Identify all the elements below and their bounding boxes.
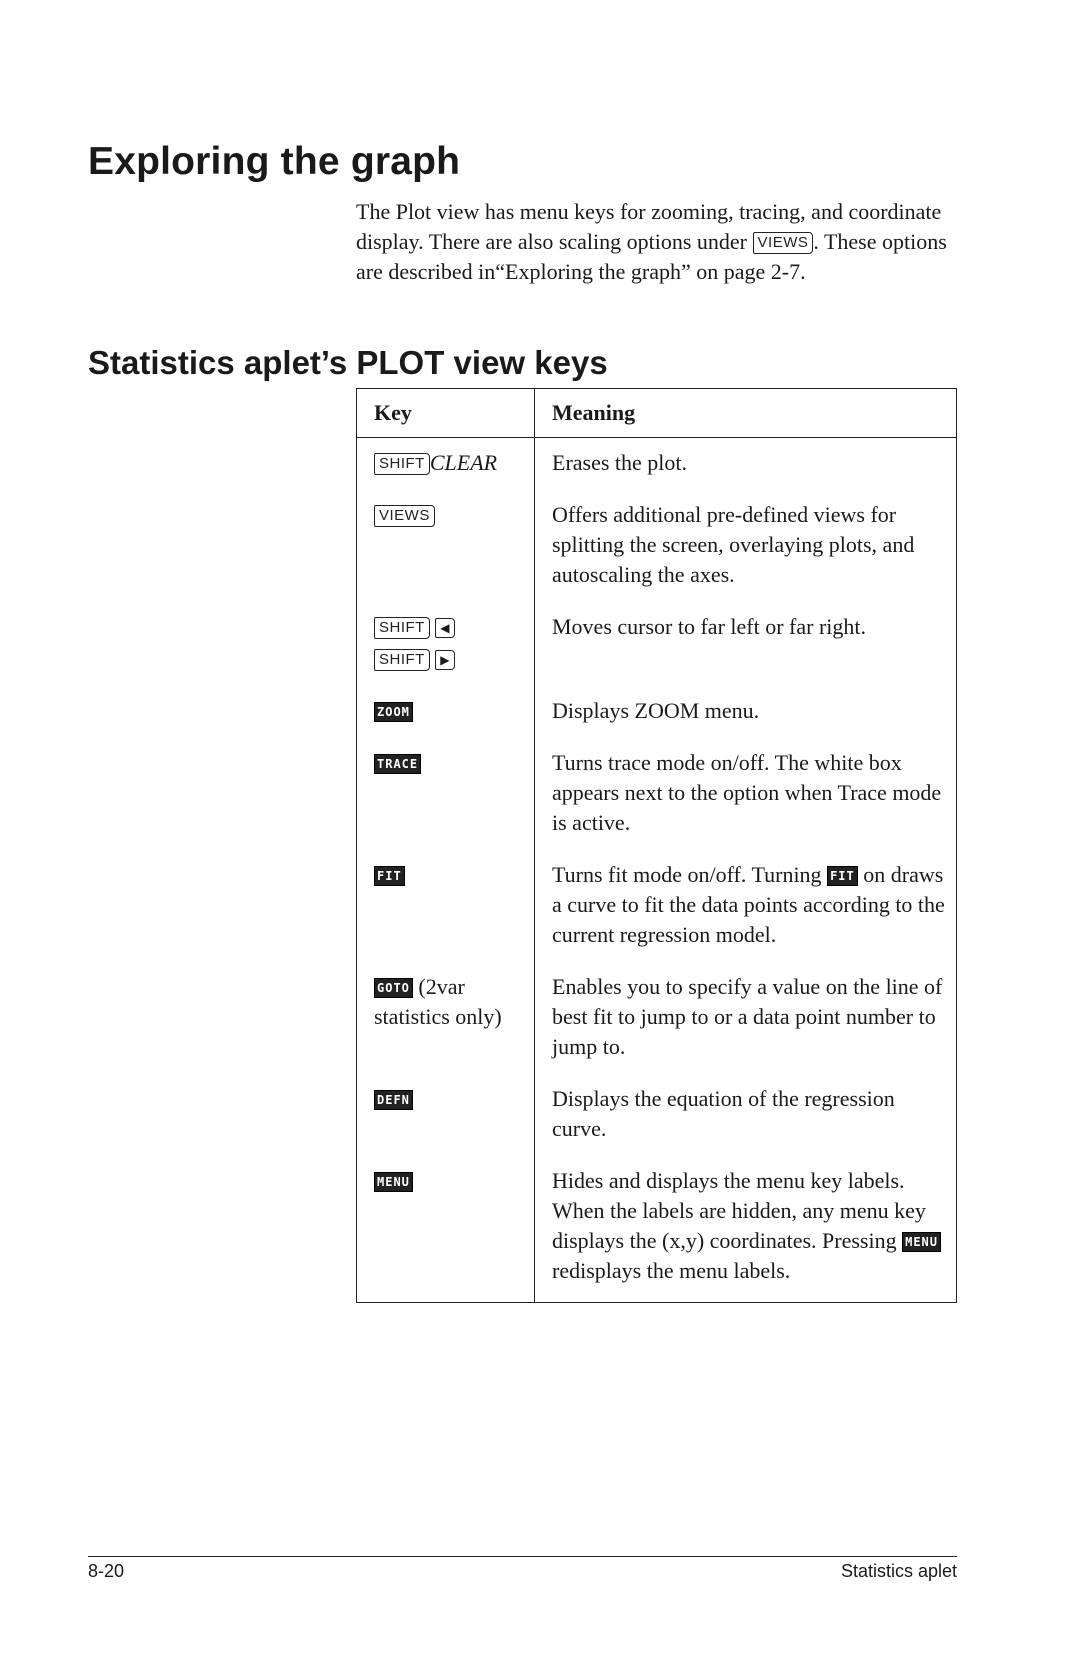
menu-softkey: MENU: [374, 1172, 413, 1192]
menu-text-b: redisplays the menu labels.: [552, 1258, 791, 1283]
page-number: 8-20: [88, 1561, 125, 1581]
table-row: [357, 490, 957, 602]
intro-text-b: . These options are described in“Exploring the graph” on page 2-7.: [356, 229, 947, 284]
shift-key: SHIFT: [374, 453, 430, 475]
key-cell: [357, 850, 535, 962]
shift-right-combo: [374, 644, 524, 674]
key-cell: [357, 738, 535, 850]
footer-divider: [88, 1556, 957, 1557]
zoom-softkey: ZOOM: [374, 702, 413, 722]
plot-keys-table: [356, 388, 957, 1303]
table-row: [357, 686, 957, 738]
fit-softkey: FIT: [374, 866, 405, 886]
intro-paragraph: [356, 197, 956, 287]
right-arrow-icon: ▶: [435, 650, 455, 670]
header-key: Key: [357, 389, 535, 438]
table-row: [357, 1156, 957, 1303]
meaning-cell: [535, 850, 957, 962]
meaning-cell: Enables you to specify a value on the line of best fit to jump to or a data point number to jump to.: [535, 962, 957, 1074]
shift-key: SHIFT: [374, 617, 430, 639]
intro-text-a: The Plot view has menu keys for zooming, tracing, and coordinate display. There are also scaling options under: [356, 199, 942, 254]
left-arrow-icon: ◀: [435, 618, 455, 638]
key-cell: [357, 490, 535, 602]
meaning-cell: Turns trace mode on/off. The white box appears next to the option when Trace mode is active.: [535, 738, 957, 850]
views-key: VIEWS: [753, 232, 814, 254]
chapter-title: Statistics aplet: [840, 1561, 957, 1581]
table-row: [357, 850, 957, 962]
key-cell: [357, 686, 535, 738]
meaning-cell: Displays the equation of the regression curve.: [535, 1074, 957, 1156]
table-row: [357, 738, 957, 850]
fit-softkey-inline: FIT: [827, 866, 858, 886]
goto-note: (2var statistics only): [374, 974, 502, 1029]
table-row: [357, 602, 957, 686]
table-row: [357, 438, 957, 491]
fit-text-b: on draws a curve to fit the data points according to the current regression model.: [552, 862, 945, 947]
meaning-cell: Moves cursor to far left or far right.: [535, 602, 957, 686]
shift-left-combo: [374, 612, 524, 642]
key-cell: [357, 1074, 535, 1156]
views-key: VIEWS: [374, 505, 435, 527]
table-header-row: [357, 389, 957, 438]
meaning-cell: Offers additional pre-defined views for splitting the screen, overlaying plots, and autoscaling the axes.: [535, 490, 957, 602]
key-cell: [357, 602, 535, 686]
section-title-exploring: Exploring the graph: [88, 140, 461, 183]
trace-softkey: TRACE: [374, 754, 421, 774]
defn-softkey: DEFN: [374, 1090, 413, 1110]
meaning-cell: [535, 1156, 957, 1303]
header-meaning: Meaning: [535, 389, 957, 438]
shift-key: SHIFT: [374, 649, 430, 671]
fit-text-a: Turns fit mode on/off. Turning: [552, 862, 822, 887]
table-row: [357, 1074, 957, 1156]
key-cell: [357, 962, 535, 1074]
menu-softkey-inline: MENU: [902, 1232, 941, 1252]
section-title-plot-keys: Statistics aplet’s PLOT view keys: [88, 344, 608, 381]
key-cell: [357, 438, 535, 491]
meaning-cell: Displays ZOOM menu.: [535, 686, 957, 738]
table-row: [357, 962, 957, 1074]
key-cell: [357, 1156, 535, 1303]
clear-command: CLEAR: [429, 450, 498, 475]
meaning-cell: Erases the plot.: [535, 438, 957, 491]
menu-text-a: Hides and displays the menu key labels. When the labels are hidden, any menu key displays the (x,y) coordinates. Pressing: [552, 1168, 926, 1253]
goto-softkey: GOTO: [374, 978, 413, 998]
